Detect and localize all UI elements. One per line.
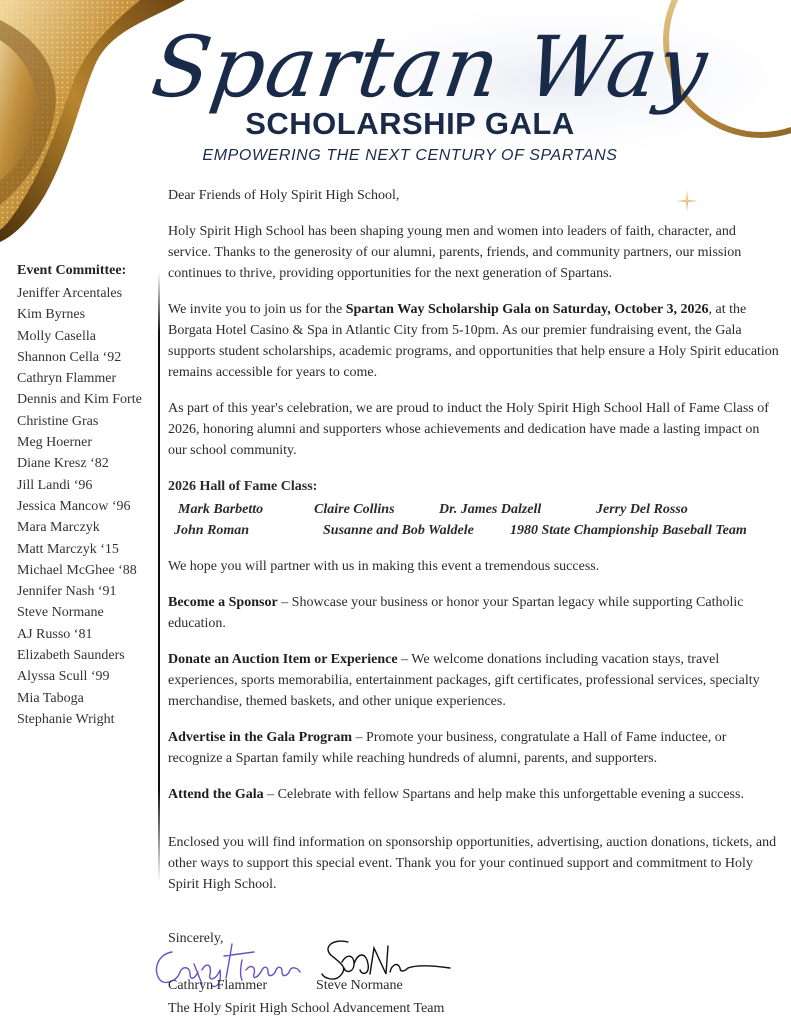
hall-of-fame-row <box>168 520 780 541</box>
attend-paragraph <box>168 784 780 805</box>
closing-paragraph: Enclosed you will find information on sponsorship opportunities, advertising, auction donations, tickets, and other ways to support this special event. Thank you for your continued support and commitment to Holy Spirit High School. <box>168 835 777 892</box>
auction-title: Donate an Auction Item or Experience <box>168 652 398 667</box>
committee-member: Alyssa Scull ‘99 <box>17 669 110 685</box>
committee-member: Shannon Cella ‘92 <box>17 349 122 365</box>
committee-member: Diane Kresz ‘82 <box>17 456 109 472</box>
advertise-title: Advertise in the Gala Program <box>168 730 353 745</box>
inductee: Dr. James Dalzell <box>439 502 542 517</box>
vertical-divider <box>158 272 160 882</box>
attend-text: – Celebrate with fellow Spartans and help make this unforgettable evening a success. <box>263 787 744 802</box>
sponsor-text: – Showcase your business or honor your Spartan legacy while supporting Catholic education. <box>168 595 744 631</box>
salutation: Dear Friends of Holy Spirit High School, <box>168 188 400 203</box>
committee-member: Elizabeth Saunders <box>17 648 125 664</box>
committee-member: Stephanie Wright <box>17 711 115 727</box>
committee-member: Michael McGhee ‘88 <box>17 562 137 578</box>
committee-member: Matt Marczyk ‘15 <box>17 541 119 557</box>
committee-member: Steve Normane <box>17 605 104 621</box>
hall-of-fame-list <box>168 476 780 541</box>
partner-paragraph: We hope you will partner with us in making this event a tremendous success. <box>168 559 600 574</box>
inductee: 1980 State Championship Baseball Team <box>510 523 747 538</box>
committee-member: Jessica Mancow ‘96 <box>17 498 131 514</box>
signatory-name-1: Cathryn Flammer <box>168 978 268 993</box>
inductee: Mark Barbetto <box>178 502 264 517</box>
invitation-text-cont: , at the Borgata Hotel Casino & Spa in Atlantic City from 5-10pm. As our premier fundraising event, the Gala supports student scholarships, academic programs, and opportunities that help ensure a Holy Spirit education remains accessible for years to come. <box>168 302 779 380</box>
letter-body <box>168 185 780 910</box>
invitation-text: We invite you to join us for the <box>168 302 346 317</box>
auction-paragraph <box>168 649 780 712</box>
committee-member: Mia Taboga <box>17 690 84 706</box>
committee-member: Kim Byrnes <box>17 307 86 323</box>
gala-script-title: Spartan Way <box>146 18 714 116</box>
invitation-paragraph <box>168 299 780 383</box>
sincerely-closing: Sincerely, <box>168 931 224 946</box>
auction-text: – We welcome donations including vacation stays, travel experiences, sports memorabilia, entertainment packages, gift certificates, professional services, specialty merchandise, themed baskets, and other unique experiences. <box>168 652 760 709</box>
sponsor-title: Become a Sponsor <box>168 595 278 610</box>
hall-of-fame-row <box>168 499 780 520</box>
committee-member: Christine Gras <box>17 413 99 429</box>
gala-tagline: EMPOWERING THE NEXT CENTURY OF SPARTANS <box>202 147 618 164</box>
attend-title: Attend the Gala <box>168 787 264 802</box>
committee-member: Jill Landi ‘96 <box>17 477 93 493</box>
advancement-team: The Holy Spirit High School Advancement Team <box>168 1001 445 1016</box>
committee-member: AJ Russo ‘81 <box>17 626 93 642</box>
committee-member: Dennis and Kim Forte <box>17 392 142 408</box>
committee-member: Jeniffer Arcentales <box>17 286 123 301</box>
signatory-name-2: Steve Normane <box>316 978 403 993</box>
committee-heading: Event Committee: <box>17 263 127 278</box>
advertise-text: – Promote your business, congratulate a Hall of Fame inductee, or recognize a Spartan family while reaching hundreds of alumni, parents, and supporters. <box>168 730 727 766</box>
committee-member: Cathryn Flammer <box>17 371 117 387</box>
gala-title: SCHOLARSHIP GALA <box>245 106 575 141</box>
committee-member: Mara Marczyk <box>17 520 100 536</box>
committee-member: Molly Casella <box>17 328 96 344</box>
event-committee-list <box>17 262 157 730</box>
gala-date-highlight: Spartan Way Scholarship Gala on Saturday, October 3, 2026 <box>345 302 709 317</box>
inductee: Claire Collins <box>314 502 395 517</box>
advertise-paragraph <box>168 727 780 769</box>
intro-paragraph: Holy Spirit High School has been shaping young men and women into leaders of faith, character, and service. Thanks to the generosity of our alumni, parents, friends, and community partners, our mission continues to thrive, providing opportunities for the next generation of Spartans. <box>168 224 742 281</box>
inductee: Susanne and Bob Waldele <box>323 523 474 538</box>
sponsor-paragraph <box>168 592 780 634</box>
hall-of-fame-paragraph: As part of this year's celebration, we are proud to induct the Holy Spirit High School Hall of Fame Class of 2026, honoring alumni and supporters whose achievements and dedication have made a lasting impact on our school community. <box>168 401 769 458</box>
committee-member: Jennifer Nash ‘91 <box>17 584 117 600</box>
inductee: Jerry Del Rosso <box>596 502 688 517</box>
committee-member: Meg Hoerner <box>17 435 93 451</box>
inductee: John Roman <box>174 523 250 538</box>
hall-of-fame-title: 2026 Hall of Fame Class: <box>168 479 318 494</box>
